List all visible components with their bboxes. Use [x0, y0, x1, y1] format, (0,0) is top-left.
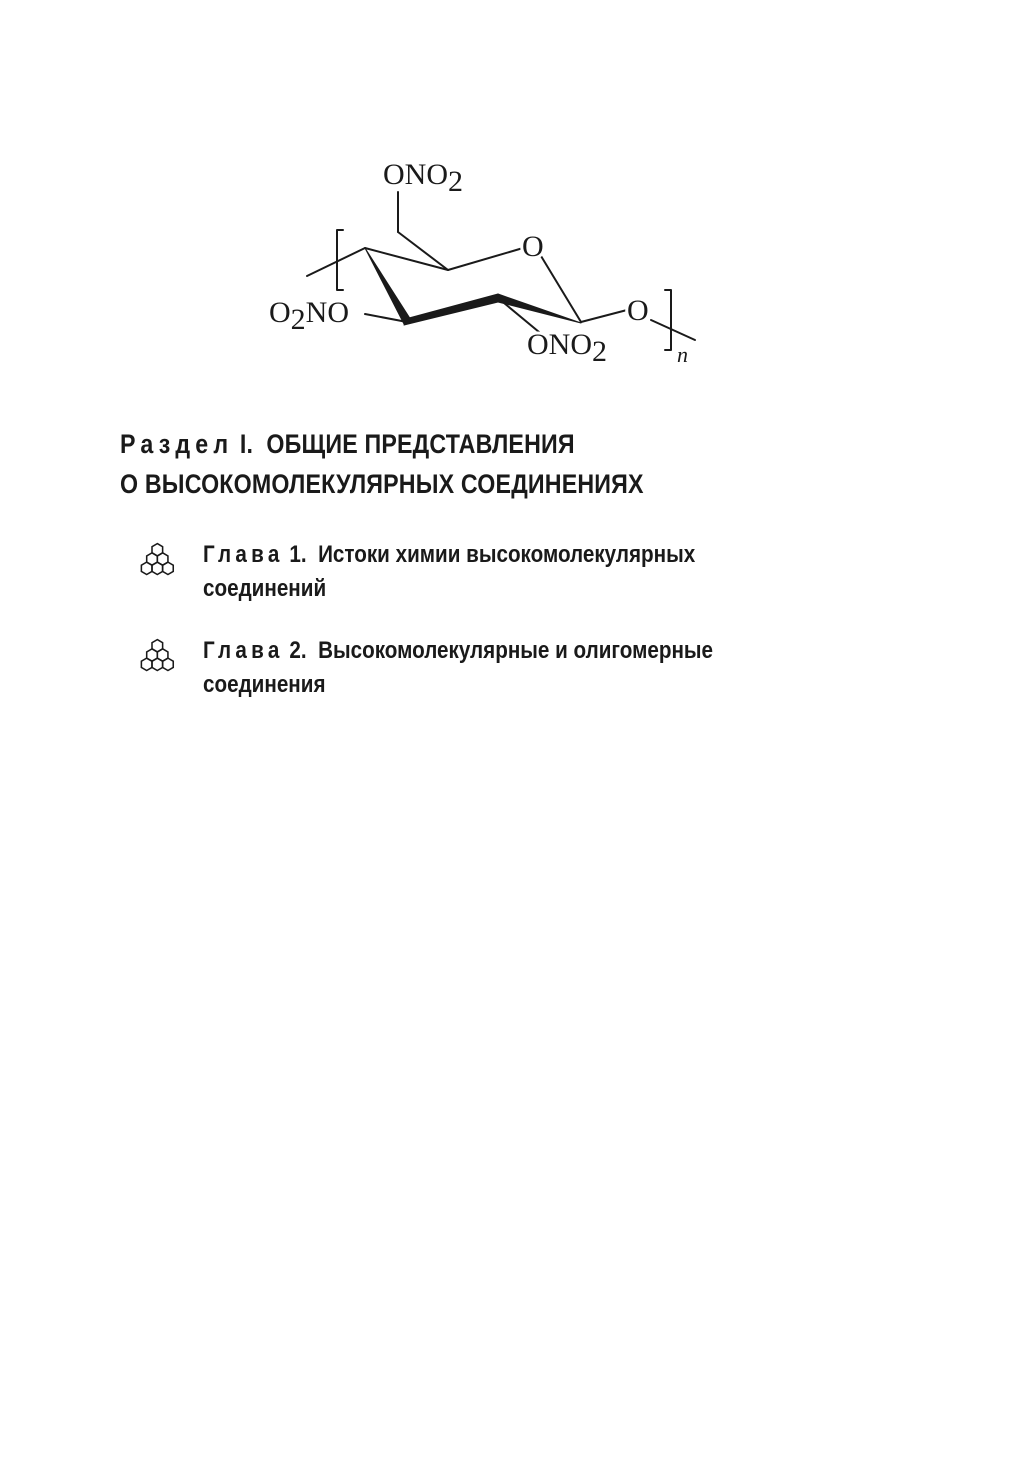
chapter-entry-2: [138, 634, 898, 702]
chapter-1-title-line2: соединений: [202, 575, 326, 602]
bridge-oxygen-label: O: [627, 294, 649, 327]
chapter-2-text: [203, 634, 801, 702]
bottom-group-label: ONO2: [527, 328, 607, 368]
benzene-rings-icon: [138, 636, 177, 676]
ring-oxygen-label: O: [522, 230, 544, 263]
wedge-c3-c2: [404, 294, 498, 325]
right-bracket: [665, 290, 671, 350]
section-label: Раздел: [120, 429, 234, 459]
section-title-line1: ОБЩИЕ ПРЕДСТАВЛЕНИЯ: [266, 429, 575, 459]
section-heading: [120, 424, 825, 504]
bond-c1-o: [581, 310, 627, 322]
chapter-1-text: [203, 538, 801, 606]
wedge-c4-c3: [365, 248, 411, 324]
chapter-2-title-line2: соединения: [202, 671, 326, 698]
section-number: I.: [239, 429, 254, 459]
section-heading-line1: [120, 424, 825, 464]
section-title-line2: О ВЫСОКОМОЛЕКУЛЯРНЫХ СОЕДИНЕНИЯХ: [120, 469, 644, 499]
bond-o-chain: [651, 320, 695, 340]
chapter-2-label: Глава: [202, 637, 284, 664]
repeat-index-label: n: [677, 342, 688, 367]
chapter-1-number: 1.: [289, 541, 307, 568]
chapter-2-title-line1: Высокомолекулярные и олигомерные: [317, 637, 713, 664]
chapter-1-label: Глава: [202, 541, 284, 568]
chapter-1-title-line1: Истоки химии высокомолекулярных: [317, 541, 695, 568]
chapter-2-number: 2.: [289, 637, 307, 664]
left-group-label: O2NO: [269, 296, 350, 336]
top-group-label: ONO2: [383, 158, 463, 198]
benzene-rings-icon: [138, 540, 177, 580]
ring-bond-c5-o: [448, 248, 523, 270]
cellulose-trinitrate-structure: [255, 150, 725, 380]
chapter-entry-1: [138, 538, 898, 606]
